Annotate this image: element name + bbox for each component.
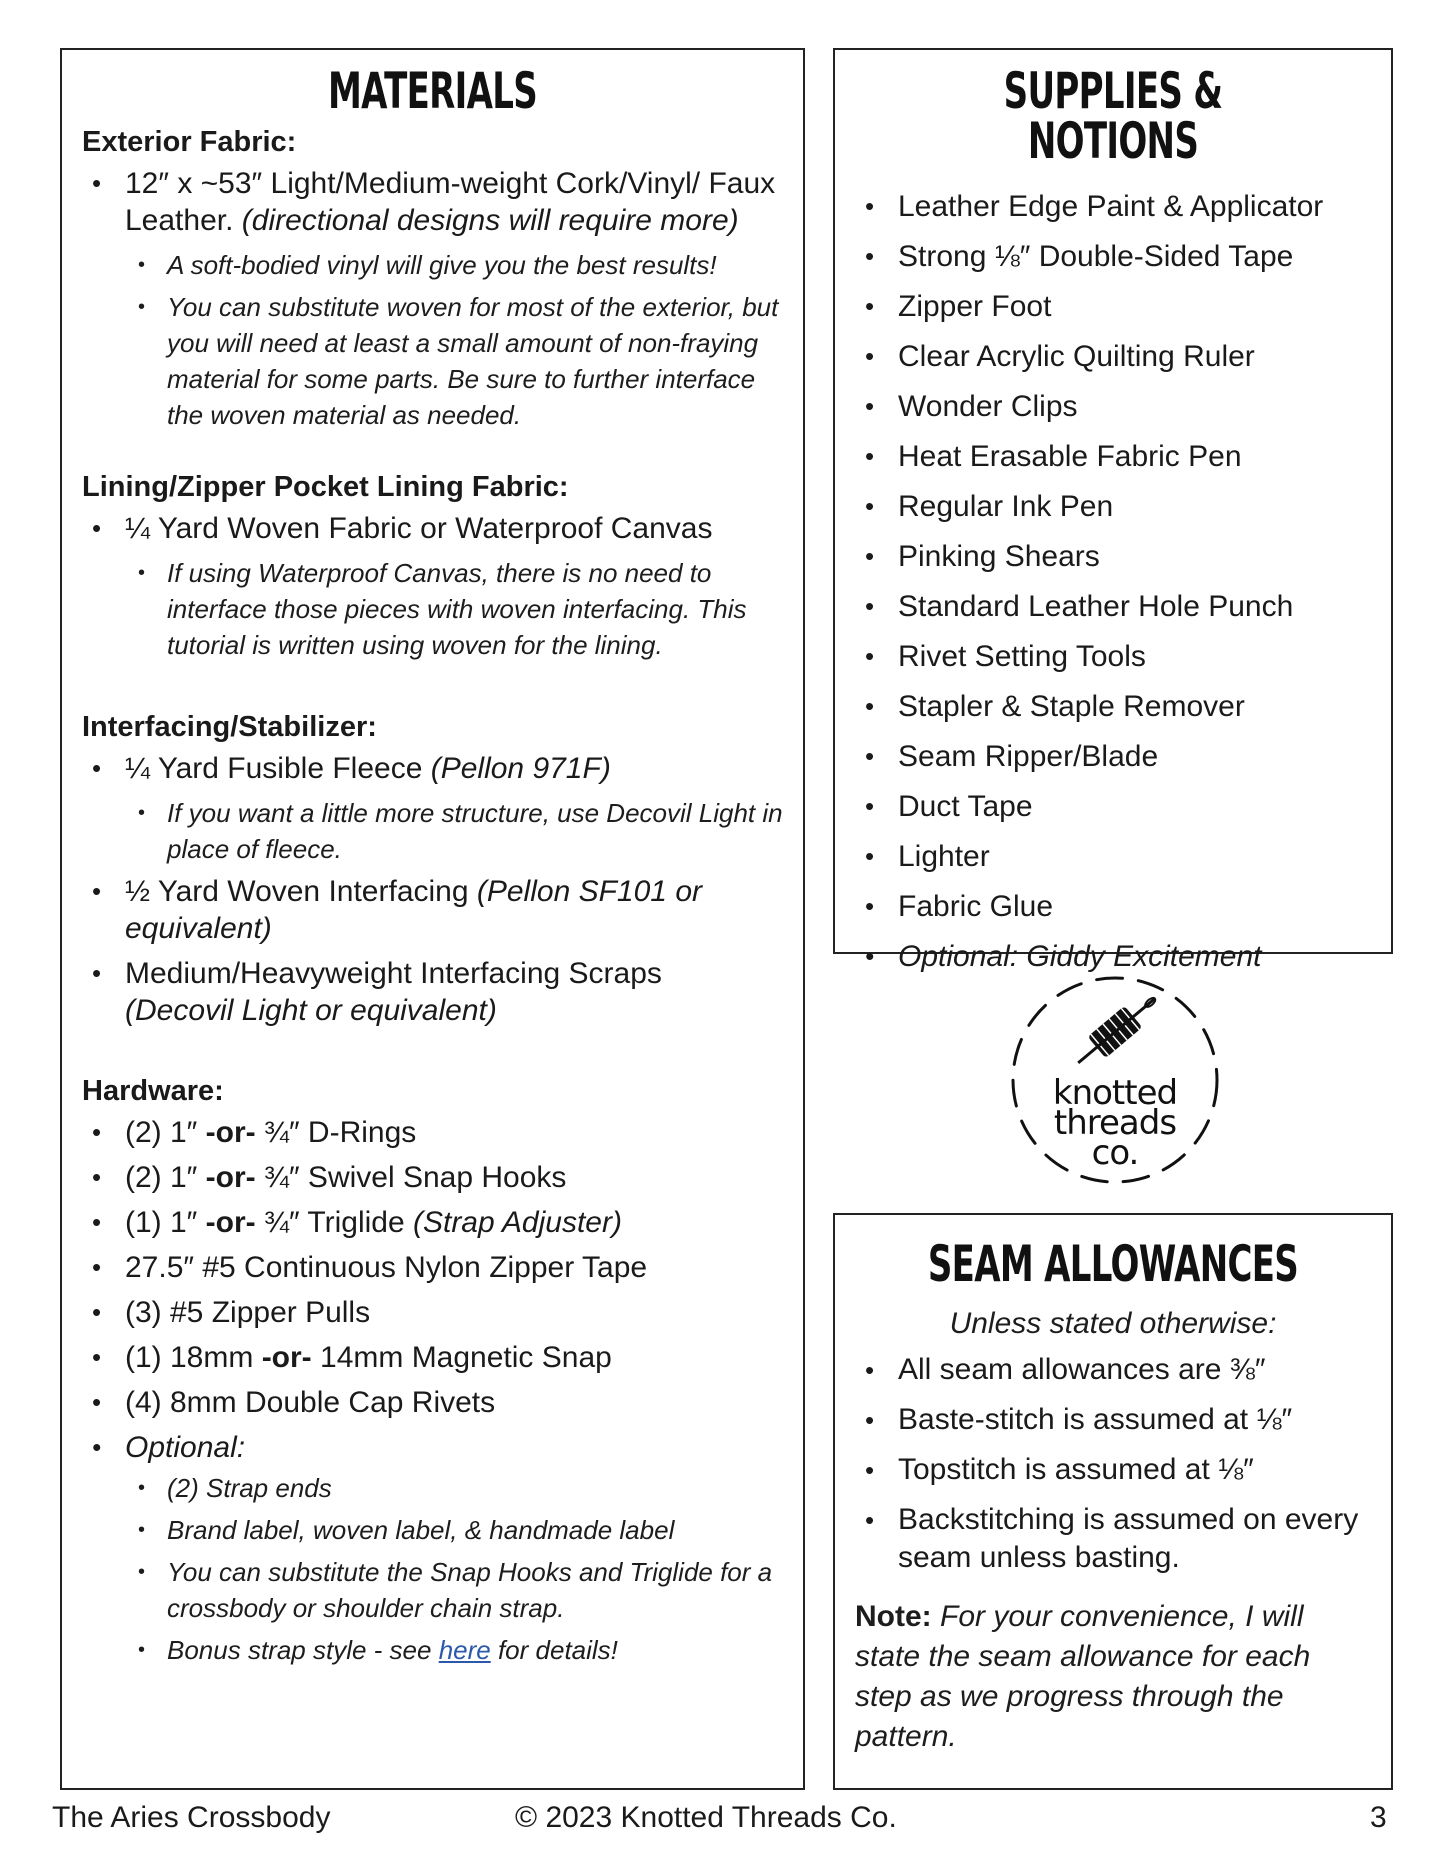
item-text: 12″ x ~53″ Light/Medium-weight Cork/Vinyl/ Faux Leather. <box>125 167 776 237</box>
item-text: ¾″ D-Rings <box>255 1116 417 1149</box>
list-item <box>82 1204 785 1241</box>
list-item: • (4) 8mm Double Cap Rivets <box>82 1384 785 1421</box>
list-item <box>82 955 785 1029</box>
logo-line: knotted <box>1052 1073 1178 1113</box>
list-item: • Clear Acrylic Quilting Ruler <box>855 338 1381 375</box>
hardware-list <box>82 1114 785 1668</box>
list-item: • 27.5″ #5 Continuous Nylon Zipper Tape <box>82 1249 785 1286</box>
bonus-strap-link[interactable]: here <box>438 1635 491 1665</box>
lining-fabric-heading: Lining/Zipper Pocket Lining Fabric: <box>82 471 569 503</box>
item-text: (1) 18mm <box>125 1341 262 1374</box>
list-item <box>82 1632 785 1668</box>
list-item: • Standard Leather Hole Punch <box>855 588 1381 625</box>
list-item: • (2) Strap ends <box>82 1470 785 1506</box>
list-item: • Fabric Glue <box>855 888 1381 925</box>
item-note: (Pellon 971F) <box>430 752 611 785</box>
footer-pattern-title: The Aries Crossbody <box>52 1801 331 1834</box>
list-item <box>82 1339 785 1376</box>
note-text: For your convenience, I will state the seam allowance for each step as we progress through the pattern. <box>855 1600 1311 1753</box>
exterior-fabric-heading: Exterior Fabric: <box>82 126 297 158</box>
logo-line: co. <box>1091 1133 1139 1173</box>
list-item: • Topstitch is assumed at ⅛″ <box>855 1451 1381 1489</box>
list-item: • Strong ⅛″ Double-Sided Tape <box>855 238 1381 275</box>
materials-panel <box>60 48 805 1790</box>
list-item <box>82 873 785 947</box>
item-text: ¾″ Triglide <box>255 1206 413 1239</box>
item-text: ¾″ Swivel Snap Hooks <box>255 1161 567 1194</box>
list-item <box>82 165 785 239</box>
list-item: • Heat Erasable Fabric Pen <box>855 438 1381 475</box>
page-number: 3 <box>1370 1801 1387 1834</box>
list-item: • Zipper Foot <box>855 288 1381 325</box>
logo-line: threads <box>1053 1103 1177 1143</box>
supplies-title: SUPPLIES & NOTIONS <box>1003 62 1223 170</box>
or-text: -or- <box>205 1161 256 1194</box>
list-item: • If using Waterproof Canvas, there is no need to interface those pieces with woven interfacing. This tutorial is written using woven for the lining. <box>82 555 785 663</box>
item-text: for details! <box>490 1635 618 1665</box>
list-item: • Backstitching is assumed on every seam unless basting. <box>855 1501 1381 1577</box>
interfacing-list <box>82 750 785 1029</box>
list-item: • Seam Ripper/Blade <box>855 738 1381 775</box>
note-label: Note: <box>855 1600 932 1633</box>
item-text: ¼ Yard Fusible Fleece <box>125 752 431 785</box>
list-item <box>82 1114 785 1151</box>
supplies-list <box>835 166 1391 975</box>
exterior-fabric-list <box>82 165 785 433</box>
list-item: • ¼ Yard Woven Fabric or Waterproof Canvas <box>82 510 785 547</box>
item-text: (2) 1″ <box>125 1161 206 1194</box>
list-item: • (3) #5 Zipper Pulls <box>82 1294 785 1331</box>
list-item <box>82 1159 785 1196</box>
seam-subtitle: Unless stated otherwise: <box>949 1307 1277 1340</box>
list-item: • Optional: <box>82 1429 785 1466</box>
interfacing-heading: Interfacing/Stabilizer: <box>82 711 377 743</box>
list-item: • Brand label, woven label, & handmade label <box>82 1512 785 1548</box>
item-text: ½ Yard Woven Interfacing <box>125 875 477 908</box>
item-text: (2) 1″ <box>125 1116 206 1149</box>
lining-fabric-list <box>82 510 785 663</box>
list-item: • Leather Edge Paint & Applicator <box>855 188 1381 225</box>
list-item: • You can substitute woven for most of the exterior, but you will need at least a small amount of non-fraying material for some parts. Be sure to further interface the woven material as needed. <box>82 289 785 433</box>
knotted-threads-logo <box>1005 970 1225 1190</box>
seam-allowances-title: SEAM ALLOWANCES <box>927 1235 1299 1293</box>
or-text: -or- <box>205 1206 256 1239</box>
list-item: • Regular Ink Pen <box>855 488 1381 525</box>
item-note: (directional designs will require more) <box>241 204 739 237</box>
or-text: -or- <box>205 1116 256 1149</box>
list-item: • If you want a little more structure, use Decovil Light in place of fleece. <box>82 795 785 867</box>
list-item: • Pinking Shears <box>855 538 1381 575</box>
item-text: Bonus strap style - see <box>167 1635 439 1665</box>
seam-allowances-panel <box>833 1213 1393 1790</box>
item-note: (Pellon SF101 or equivalent) <box>125 875 702 945</box>
list-item: • Optional: Giddy Excitement <box>855 938 1381 975</box>
materials-title: MATERIALS <box>327 62 538 120</box>
list-item: • Rivet Setting Tools <box>855 638 1381 675</box>
spool-needle-icon <box>1069 988 1164 1074</box>
item-text: Medium/Heavyweight Interfacing Scraps <box>125 957 662 990</box>
item-note: (Decovil Light or equivalent) <box>125 994 497 1027</box>
logo-wordmark <box>1005 1073 1225 1173</box>
item-text: (1) 1″ <box>125 1206 206 1239</box>
list-item: • You can substitute the Snap Hooks and Triglide for a crossbody or shoulder chain strap. <box>82 1554 785 1626</box>
list-item: • All seam allowances are ⅜″ <box>855 1351 1381 1389</box>
list-item: • Duct Tape <box>855 788 1381 825</box>
seam-note <box>835 1589 1391 1757</box>
seam-allowance-list <box>835 1341 1391 1577</box>
hardware-heading: Hardware: <box>82 1075 224 1107</box>
supplies-panel <box>833 48 1393 973</box>
list-item: • Baste-stitch is assumed at ⅛″ <box>855 1401 1381 1439</box>
footer-copyright: © 2023 Knotted Threads Co. <box>515 1801 897 1834</box>
list-item: • A soft-bodied vinyl will give you the best results! <box>82 247 785 283</box>
list-item: • Stapler & Staple Remover <box>855 688 1381 725</box>
item-text: 14mm Magnetic Snap <box>311 1341 612 1374</box>
or-text: -or- <box>261 1341 312 1374</box>
list-item: • Wonder Clips <box>855 388 1381 425</box>
list-item <box>82 750 785 787</box>
item-note: (Strap Adjuster) <box>412 1206 622 1239</box>
list-item: • Lighter <box>855 838 1381 875</box>
